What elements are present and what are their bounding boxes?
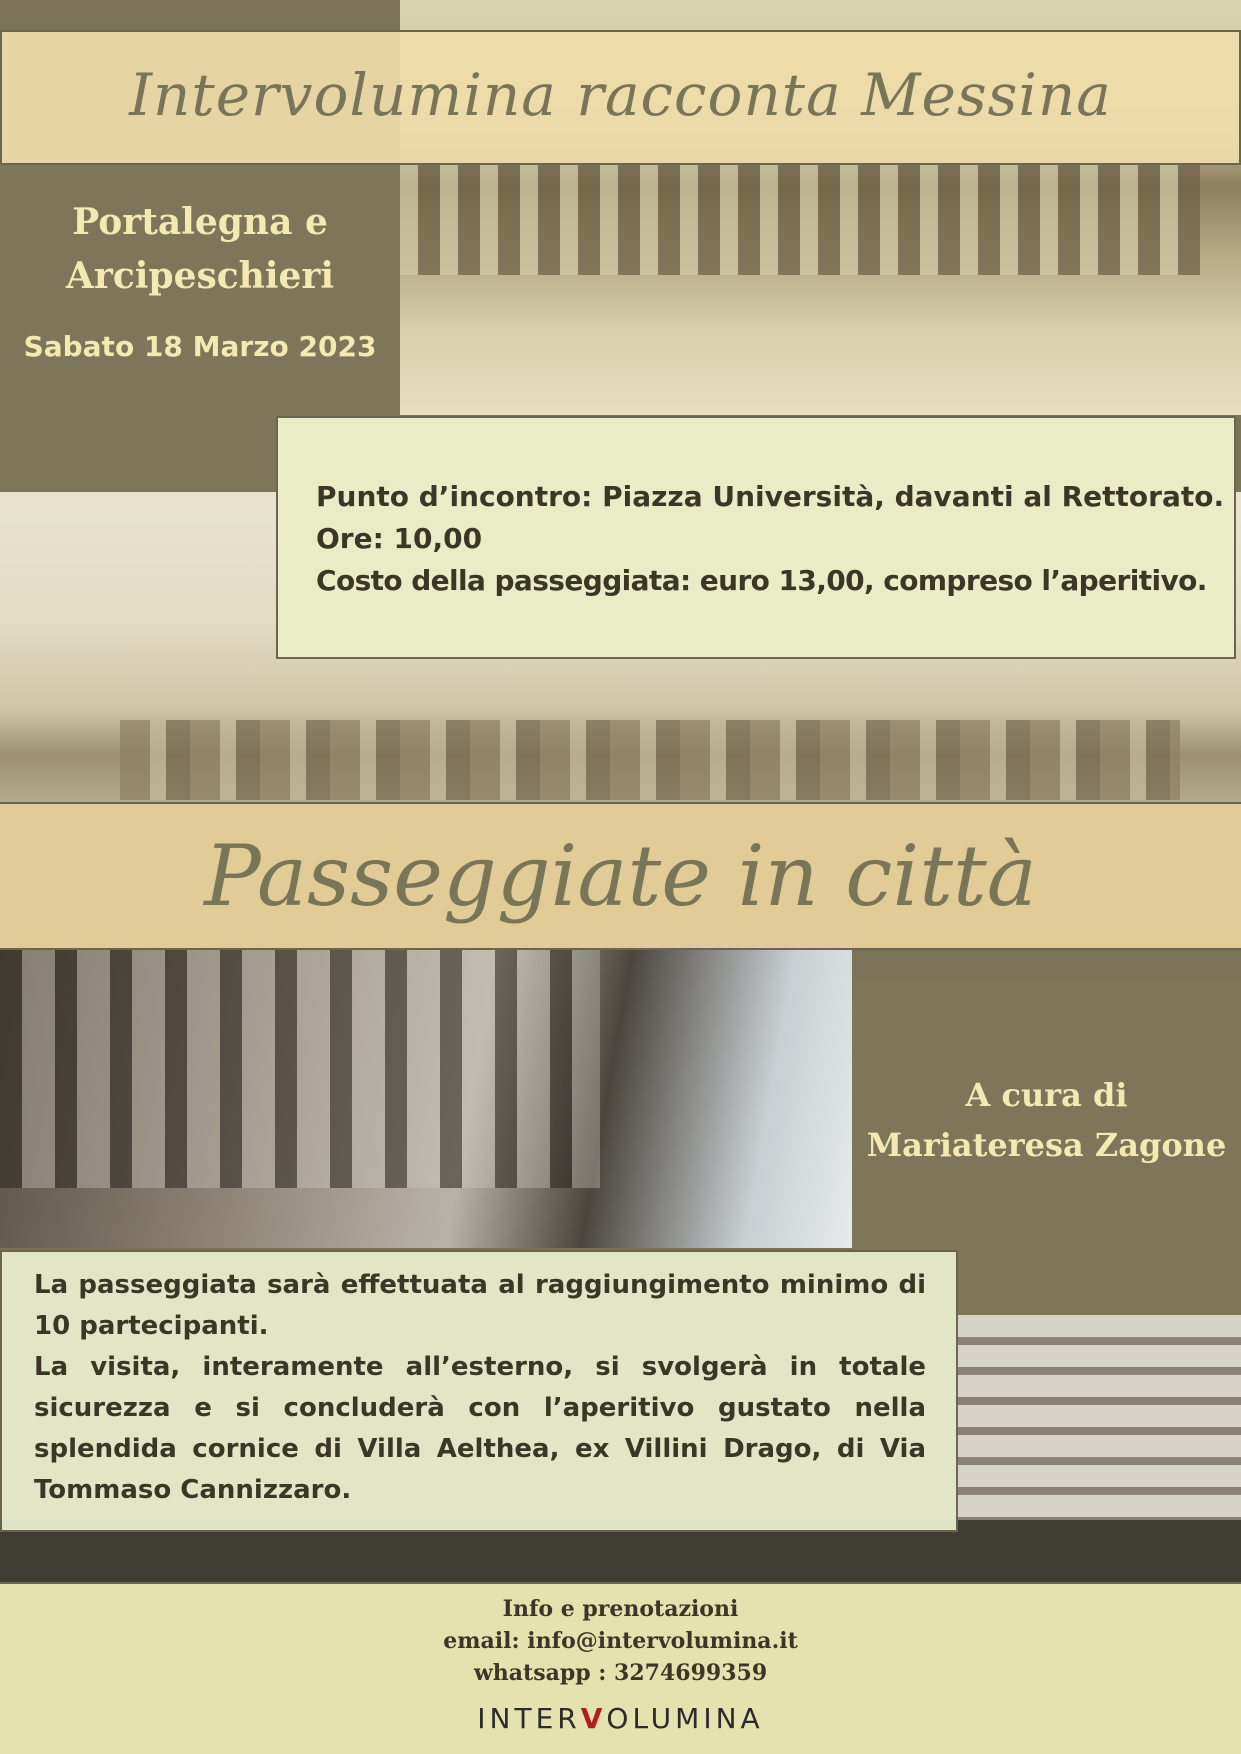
logo-v-mark: V <box>580 1702 607 1735</box>
footer-whatsapp[interactable]: whatsapp : 3274699359 <box>473 1660 768 1686</box>
logo-text-left: INTER <box>477 1702 581 1735</box>
meeting-time: Ore: 10,00 <box>316 522 483 555</box>
description-paragraph-1: La passeggiata sarà effettuata al raggiungimento minimo di 10 partecipanti. <box>34 1270 926 1341</box>
event-subtitle-line2: Arcipeschieri <box>65 255 335 297</box>
colonnade-facade <box>400 165 1200 275</box>
curator <box>852 1070 1241 1170</box>
event-date: Sabato 18 Marzo 2023 <box>23 330 377 363</box>
footer <box>0 1582 1241 1754</box>
info-box <box>276 416 1236 659</box>
logo-text-right: OLUMINA <box>606 1702 764 1735</box>
event-subtitle-line1: Portalegna e <box>72 201 328 243</box>
curator-name: Mariateresa Zagone <box>866 1126 1227 1164</box>
footer-heading: Info e prenotazioni <box>502 1596 739 1622</box>
town-skyline <box>120 720 1180 800</box>
page-title: Intervolumina racconta Messina <box>129 61 1112 129</box>
footer-email[interactable]: email: info@intervolumina.it <box>443 1628 798 1654</box>
meeting-point: Punto d’incontro: Piazza Università, davanti al Rettorato. <box>316 480 1225 513</box>
description <box>34 1265 926 1511</box>
intervolumina-logo <box>0 1702 1241 1735</box>
street-buildings <box>0 948 600 1188</box>
walk-cost: Costo della passeggiata: euro 13,00, compreso l’aperitivo. <box>316 564 1207 597</box>
description-paragraph-2: La visita, interamente all’esterno, si svolgerà in totale sicurezza e si concluderà con l’aperitivo gustato nella splendida cornice di Villa Aelthea, ex Villini Drago, di Via Tommaso Cannizzaro. <box>34 1352 926 1505</box>
series-title: Passeggiate in città <box>204 827 1037 925</box>
curator-label: A cura di <box>965 1076 1128 1114</box>
event-subtitle <box>0 195 400 303</box>
